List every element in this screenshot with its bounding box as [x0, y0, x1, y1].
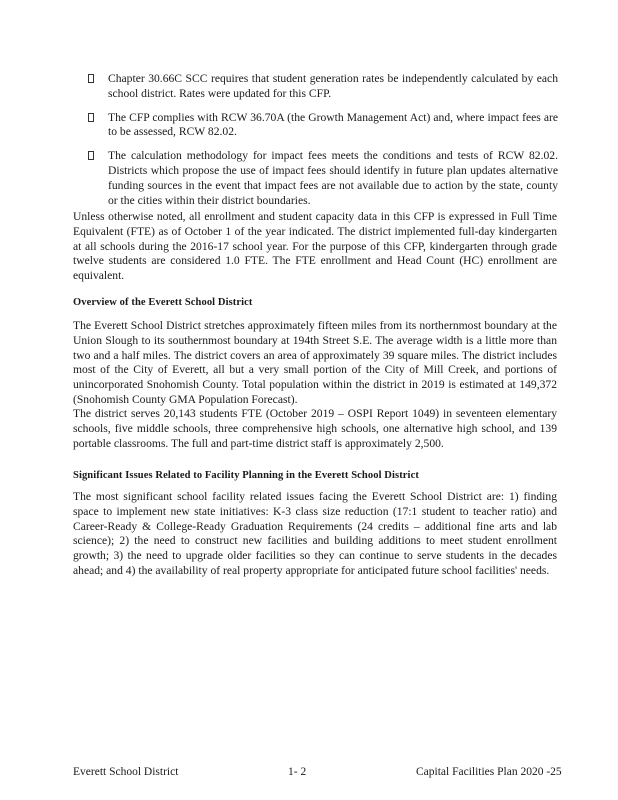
bullet-item [88, 149, 558, 208]
bullet-text: The CFP complies with RCW 36.70A (the Growth Management Act) and, where impact fees are to be assessed, RCW 82.02. [108, 110, 558, 139]
issues-paragraph: The most significant school facility related issues facing the Everett School District are: 1) finding space to implement new state initiatives: K-3 class size reduction (17:1 student to teacher ratio) and Career-Ready & College-Ready Graduation Requirements (24 credits – additional fine arts and lab science); 2) the need to construct new facilities and building additions to meet student enrollment growth; 3) the need to upgrade older facilities so they can continue to serve students in the decades ahead; and 4) the availability of real property appropriate for anticipated future school facilities' needs. [73, 490, 557, 577]
overview-paragraph-block [73, 319, 557, 408]
bullet-item [88, 111, 558, 141]
intro-paragraph-block [73, 210, 557, 284]
footer-page-number: 1- 2 [288, 766, 307, 778]
section-heading-overview: Overview of the Everett School District [73, 297, 253, 308]
footer-document-title: Capital Facilities Plan 2020 -25 [416, 766, 562, 778]
section-heading-issues: Significant Issues Related to Facility Planning in the Everett School District [73, 470, 419, 481]
overview-paragraph: The Everett School District stretches approximately fifteen miles from its northernmost boundary at the Union Slough to its southernmost boundary at 194th Street S.E. The average width is a little more than two and a half miles. The district covers an area of approximately 39 square miles. The district includes most of the City of Everett, all but a very small portion of the City of Mill Creek, and portions of unincorporated Snohomish County. Total population within the district in 2019 is estimated at 149,372 (Snohomish County GMA Population Forecast). [73, 319, 557, 406]
bullet-text: Chapter 30.66C SCC requires that student generation rates be independently calculated by each school district. Rates were updated for this CFP. [108, 72, 558, 100]
footer-district-name: Everett School District [73, 766, 179, 778]
bullet-list [88, 72, 558, 217]
students-paragraph: The district serves 20,143 students FTE (October 2019 – OSPI Report 1049) in seventeen elementary schools, five middle schools, three comprehensive high schools, one alternative high school, and 139 portable classrooms. The full and part-time district staff is approximately 2,500. [73, 407, 557, 450]
bullet-icon [88, 151, 94, 160]
bullet-item [88, 72, 558, 102]
issues-paragraph-block [73, 490, 557, 579]
bullet-icon [88, 74, 94, 83]
bullet-icon [88, 113, 94, 122]
intro-paragraph: Unless otherwise noted, all enrollment and student capacity data in this CFP is expressed in Full Time Equivalent (FTE) as of October 1 of the year indicated. The district implemented full-day kindergarten at all schools during the 2016-17 school year. For the purpose of this CFP, kindergarten through grade twelve students are considered 1.0 FTE. The FTE enrollment and Head Count (HC) enrollment are equivalent. [73, 210, 557, 283]
students-paragraph-block [73, 407, 557, 451]
bullet-text: The calculation methodology for impact fees meets the conditions and tests of RCW 82.02. Districts which propose the use of impact fees should identify in future plan updates alternative funding sources in the event that impact fees are not available due to action by the state, county or the cities within their district boundaries. [108, 149, 558, 207]
